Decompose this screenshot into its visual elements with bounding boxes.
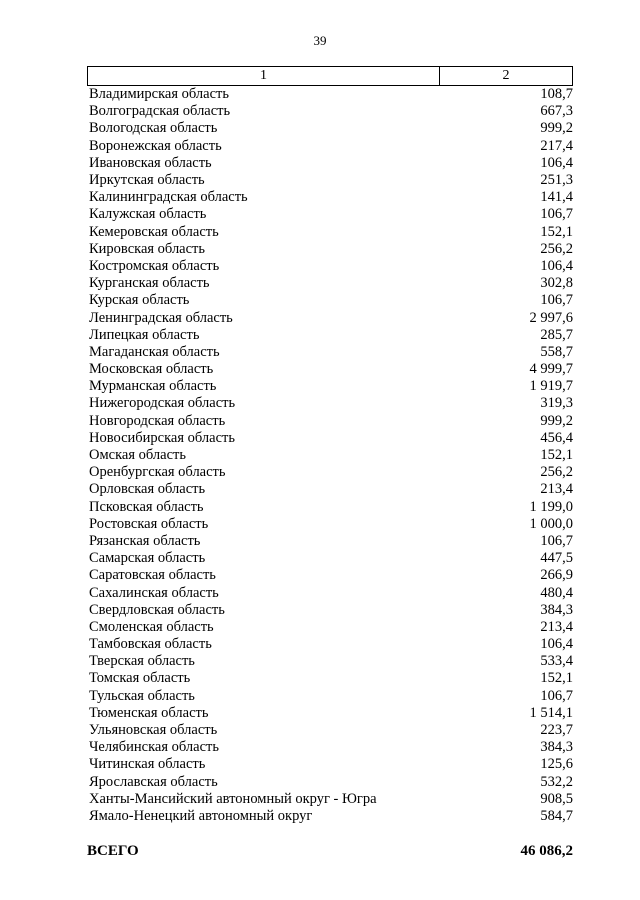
region-value: 106,7 (540, 206, 573, 223)
region-name: Псковская область (89, 498, 204, 515)
table-row (87, 567, 573, 584)
table-row (87, 602, 573, 619)
table-row (87, 241, 573, 258)
table-row (87, 172, 573, 189)
table-row (87, 808, 573, 825)
region-value: 106,7 (540, 292, 573, 309)
region-value: 1 514,1 (529, 704, 573, 721)
region-name: Ивановская область (89, 154, 212, 171)
region-value: 152,1 (540, 447, 573, 464)
table-header (87, 66, 573, 86)
region-value: 4 999,7 (529, 361, 573, 378)
table-row (87, 481, 573, 498)
region-name: Свердловская область (89, 601, 225, 618)
region-name: Тверская область (89, 653, 195, 670)
region-name: Рязанская область (89, 532, 201, 549)
table-row (87, 739, 573, 756)
region-value: 908,5 (540, 790, 573, 807)
table-row (87, 533, 573, 550)
table-row (87, 258, 573, 275)
table-row (87, 550, 573, 567)
region-value: 480,4 (540, 584, 573, 601)
total-label: ВСЕГО (87, 843, 139, 859)
region-name: Кировская область (89, 240, 206, 257)
table-row (87, 155, 573, 172)
region-name: Курганская область (89, 275, 210, 292)
region-name: Читинская область (89, 756, 206, 773)
region-name: Ярославская область (89, 773, 218, 790)
region-name: Волгоградская область (89, 103, 231, 120)
header-col-1: 1 (88, 67, 440, 85)
region-value: 285,7 (540, 326, 573, 343)
total-row (87, 843, 573, 860)
region-name: Иркутская область (89, 172, 205, 189)
region-value: 319,3 (540, 395, 573, 412)
table-row (87, 103, 573, 120)
table-row (87, 705, 573, 722)
table-row (87, 413, 573, 430)
region-value: 106,7 (540, 687, 573, 704)
region-value: 1 919,7 (529, 378, 573, 395)
region-value: 256,2 (540, 464, 573, 481)
region-value: 384,3 (540, 601, 573, 618)
region-value: 223,7 (540, 722, 573, 739)
region-name: Томская область (89, 670, 191, 687)
region-name: Смоленская область (89, 618, 214, 635)
region-name: Саратовская область (89, 567, 216, 584)
table-row (87, 395, 573, 412)
region-value: 213,4 (540, 481, 573, 498)
region-value: 106,4 (540, 636, 573, 653)
region-value: 213,4 (540, 618, 573, 635)
region-value: 125,6 (540, 756, 573, 773)
region-value: 106,4 (540, 257, 573, 274)
region-name: Калужская область (89, 206, 207, 223)
total-value: 46 086,2 (520, 843, 573, 859)
region-value: 667,3 (540, 103, 573, 120)
table-row (87, 653, 573, 670)
region-value: 533,4 (540, 653, 573, 670)
table-row (87, 327, 573, 344)
table-row (87, 309, 573, 326)
region-name: Калининградская область (89, 189, 248, 206)
region-value: 266,9 (540, 567, 573, 584)
table-row (87, 292, 573, 309)
region-value: 2 997,6 (529, 309, 573, 326)
region-value: 558,7 (540, 343, 573, 360)
header-col-2: 2 (502, 68, 510, 83)
table-row (87, 722, 573, 739)
region-name: Воронежская область (89, 137, 222, 154)
region-name: Тульская область (89, 687, 195, 704)
table-row (87, 756, 573, 773)
region-name: Ленинградская область (89, 309, 233, 326)
table-row (87, 86, 573, 103)
table-row (87, 584, 573, 601)
region-name: Омская область (89, 447, 186, 464)
region-value: 384,3 (540, 739, 573, 756)
table-row (87, 447, 573, 464)
region-name: Костромская область (89, 257, 220, 274)
region-name: Владимирская область (89, 86, 229, 103)
table-row (87, 688, 573, 705)
region-value: 1 199,0 (529, 498, 573, 515)
region-name: Ульяновская область (89, 722, 218, 739)
table-row (87, 138, 573, 155)
table-row (87, 189, 573, 206)
region-value: 106,4 (540, 154, 573, 171)
table-row (87, 275, 573, 292)
table-row (87, 499, 573, 516)
table-row (87, 464, 573, 481)
table-row (87, 636, 573, 653)
region-name: Оренбургская область (89, 464, 226, 481)
table-row (87, 206, 573, 223)
region-name: Орловская область (89, 481, 206, 498)
region-name: Самарская область (89, 550, 206, 567)
page-number: 39 (313, 33, 327, 48)
region-name: Магаданская область (89, 343, 220, 360)
region-value: 141,4 (540, 189, 573, 206)
region-value: 152,1 (540, 223, 573, 240)
table-row (87, 619, 573, 636)
region-name: Новгородская область (89, 412, 226, 429)
table-row (87, 670, 573, 687)
region-name: Нижегородская область (89, 395, 236, 412)
region-name: Вологодская область (89, 120, 218, 137)
region-value: 999,2 (540, 412, 573, 429)
table-row (87, 791, 573, 808)
region-name: Тамбовская область (89, 636, 212, 653)
region-name: Челябинская область (89, 739, 219, 756)
table-row (87, 224, 573, 241)
region-value: 999,2 (540, 120, 573, 137)
region-name: Ростовская область (89, 515, 209, 532)
table-row (87, 378, 573, 395)
region-name: Липецкая область (89, 326, 200, 343)
table-body (87, 86, 573, 825)
region-value: 108,7 (540, 86, 573, 103)
table-row (87, 344, 573, 361)
region-value: 302,8 (540, 275, 573, 292)
table-row (87, 361, 573, 378)
region-value: 456,4 (540, 429, 573, 446)
table-row (87, 430, 573, 447)
region-value: 1 000,0 (529, 515, 573, 532)
region-value: 217,4 (540, 137, 573, 154)
region-value: 447,5 (540, 550, 573, 567)
region-value: 152,1 (540, 670, 573, 687)
region-name: Курская область (89, 292, 190, 309)
region-name: Новосибирская область (89, 429, 235, 446)
region-value: 256,2 (540, 240, 573, 257)
table-row (87, 774, 573, 791)
table-row (87, 120, 573, 137)
region-name: Мурманская область (89, 378, 217, 395)
region-value: 584,7 (540, 807, 573, 824)
region-value: 251,3 (540, 172, 573, 189)
region-name: Тюменская область (89, 704, 209, 721)
region-name: Ханты-Мансийский автономный округ - Югра (89, 790, 377, 807)
region-value: 532,2 (540, 773, 573, 790)
region-name: Ямало-Ненецкий автономный округ (89, 807, 313, 824)
region-name: Сахалинская область (89, 584, 219, 601)
region-name: Московская область (89, 361, 214, 378)
table-row (87, 516, 573, 533)
region-value: 106,7 (540, 532, 573, 549)
region-name: Кемеровская область (89, 223, 219, 240)
